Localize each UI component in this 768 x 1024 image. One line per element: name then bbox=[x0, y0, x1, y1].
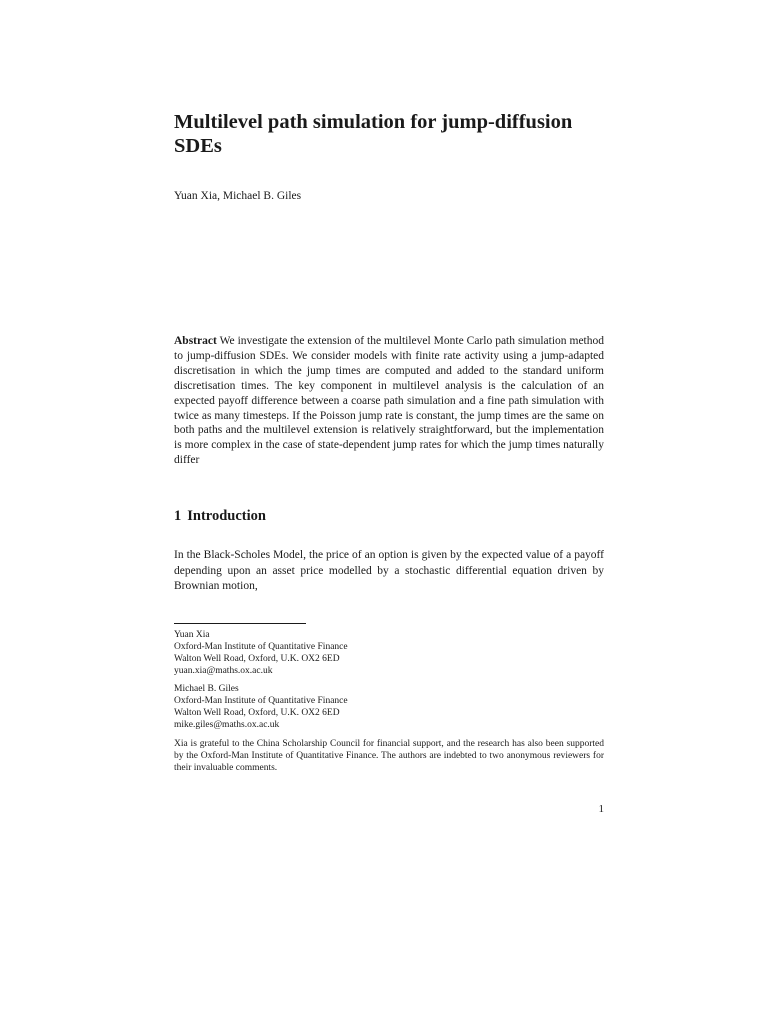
affiliation-block bbox=[174, 629, 348, 677]
affiliation-institute: Oxford-Man Institute of Quantitative Finance bbox=[174, 642, 348, 652]
affiliation-block bbox=[174, 683, 348, 731]
affiliation-address: Walton Well Road, Oxford, U.K. OX2 6ED bbox=[174, 708, 340, 718]
affiliation-email: yuan.xia@maths.ox.ac.uk bbox=[174, 666, 273, 676]
affiliation-institute: Oxford-Man Institute of Quantitative Finance bbox=[174, 696, 348, 706]
section-title: Introduction bbox=[187, 508, 266, 524]
author-list: Yuan Xia, Michael B. Giles bbox=[174, 190, 302, 202]
paper-title: Multilevel path simulation for jump-diffusion SDEs bbox=[174, 111, 573, 157]
affiliation-name: Michael B. Giles bbox=[174, 684, 239, 694]
abstract-text: We investigate the extension of the multilevel Monte Carlo path simulation method to jump-diffusion SDEs. We consider models with finite rate activity using a jump-adapted discretisation in which the jump times are computed and added to the standard uniform discretisation times. The key component in multilevel analysis is the calculation of an expected payoff difference between a coarse path simulation and a fine path simulation with twice as many timesteps. If the Poisson jump rate is constant, the jump times are the same on both paths and the multilevel extension is relatively straightforward, but the implementation is more complex in the case of state-dependent jump rates for which the jump times naturally differ bbox=[174, 335, 604, 467]
affiliation-address: Walton Well Road, Oxford, U.K. OX2 6ED bbox=[174, 654, 340, 664]
introduction-paragraph: In the Black-Scholes Model, the price of an option is given by the expected value of a payoff depending upon an asset price modelled by a stochastic differential equation driven by Brownian motion, bbox=[174, 549, 604, 592]
footnote-rule bbox=[174, 623, 306, 624]
affiliation-email: mike.giles@maths.ox.ac.uk bbox=[174, 720, 280, 730]
section-number: 1 bbox=[174, 508, 182, 524]
page-number: 1 bbox=[598, 803, 604, 815]
abstract bbox=[174, 334, 604, 468]
affiliation-name: Yuan Xia bbox=[174, 630, 210, 640]
abstract-label: Abstract bbox=[174, 335, 217, 347]
section-heading bbox=[174, 507, 266, 525]
acknowledgement-footnote: Xia is grateful to the China Scholarship Council for financial support, and the research has also been supported by the Oxford-Man Institute of Quantitative Finance. The authors are indebted to two anonymous reviewers for their invaluable comments. bbox=[174, 739, 604, 773]
